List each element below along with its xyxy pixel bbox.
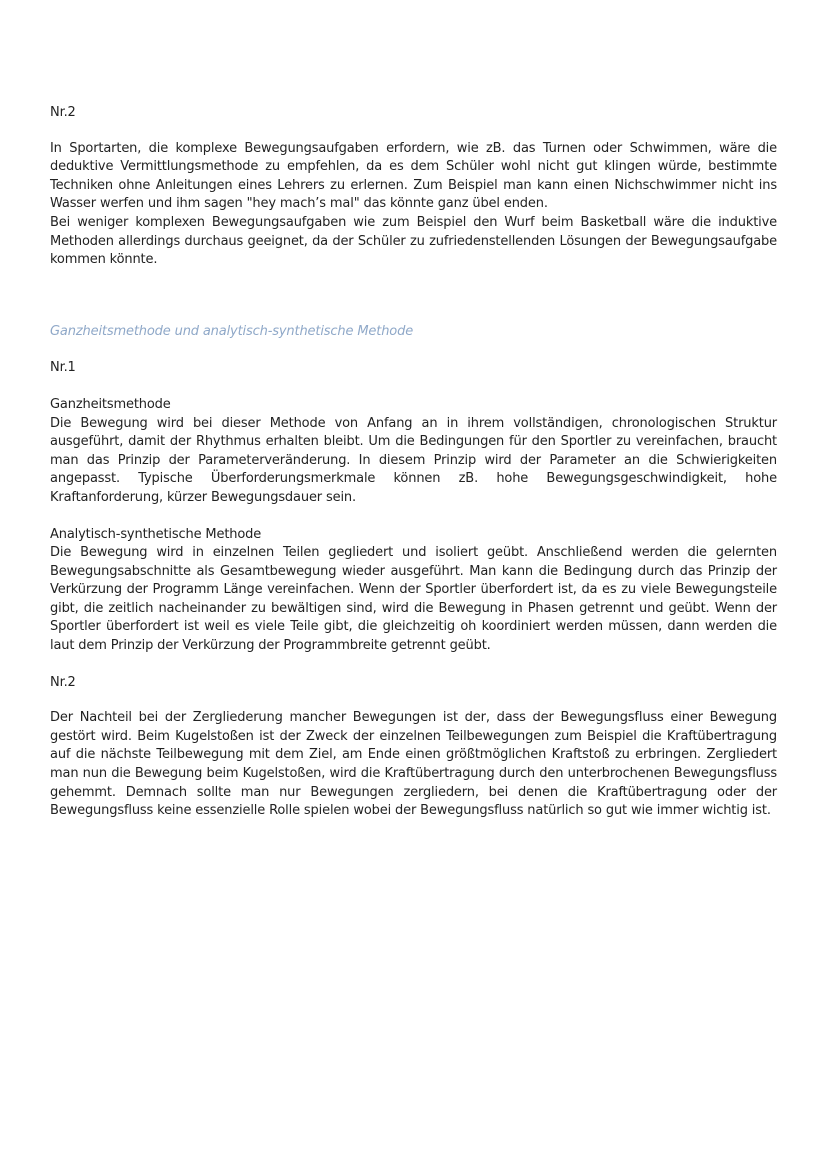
document-content (50, 104, 777, 821)
paragraph-analytisch-synthetische-methode: Die Bewegung wird in einzelnen Teilen gegliedert und isoliert geübt. Anschließend werden die gelernten Bewegungsabschnitte als Gesamtbewegung wieder ausgeführt. Man kann die Bedingung durch das Prinzip der Verkürzung der Programm Länge vereinfachen. Wenn der Sportler überfordert ist, da es zu viele Bewegungsteile gibt, die zeitlich nacheinander zu bewältigen sind, wird die Bewegung in Phasen getrennt und geübt. Wenn der Sportler überfordert ist weil es viele Teile gibt, die gleichzeitig oh koordiniert werden müssen, dann werden die laut dem Prinzip der Verkürzung der Programmbreite getrennt geübt. (50, 545, 777, 654)
heading-nr2-part1: Nr.2 (50, 105, 76, 120)
paragraph-deduktive-methode: In Sportarten, die komplexe Bewegungsaufgaben erfordern, wie zB. das Turnen oder Schwimmen, wäre die deduktive Vermittlungsmethode zu empfehlen, da es dem Schüler wohl nicht gut klingen würde, bestimmte Techniken ohne Anleitungen eines Lehrers zu erlernen. Zum Beispiel man kann einen Nichschwimmer nicht ins Wasser werfen und ihm sagen "hey mach’s mal" das könnte ganz übel enden. (50, 140, 777, 212)
heading-nr1: Nr.1 (50, 360, 76, 376)
label-analytisch-synthetische-methode: Analytisch-synthetische Methode (50, 526, 262, 542)
heading-nr2-part2: Nr.2 (50, 674, 76, 690)
paragraph-zergliederung-nachteil: Der Nachteil bei der Zergliederung mancher Bewegungen ist der, dass der Bewegungsfluss einer Bewegung gestört wird. Beim Kugelstoßen ist der Zweck der einzelnen Teilbewegungen zum Beispiel die Kraftübertragung auf die nächste Teilbewegung mit dem Ziel, am Ende einen größtmöglichen Kraftstoß zu erbringen. Zergliedert man nun die Bewegung beim Kugelstoßen, wird die Kraftübertragung durch den unterbrochenen Bewegungsfluss gehemmt. Demnach sollte man nur Bewegungen zergliedern, bei denen die Kraftübertragung oder der Bewegungsfluss keine essenzielle Rolle spielen wobei der Bewegungsfluss natürlich so gut wie immer wichtig ist. (50, 710, 777, 819)
section-title: Ganzheitsmethode und analytisch-synthetische Methode (50, 323, 414, 339)
paragraph-ganzheitsmethode: Die Bewegung wird bei dieser Methode von Anfang an in ihrem vollständigen, chronologischen Struktur ausgeführt, damit der Rhythmus erhalten bleibt. Um die Bedingungen für den Sportler zu vereinfachen, braucht man das Prinzip der Parameterveränderung. In diesem Prinzip wird der Parameter an die Schwierigkeiten angepasst. Typische Überforderungsmerkmale können zB. hohe Bewegungsgeschwindigkeit, hohe Kraftanforderung, kürzer Bewegungsdauer sein. (50, 415, 777, 505)
label-ganzheitsmethode: Ganzheitsmethode (50, 396, 171, 412)
paragraph-induktive-methode: Bei weniger komplexen Bewegungsaufgaben wie zum Beispiel den Wurf beim Basketball wäre die induktive Methoden allerdings durchaus geeignet, da der Schüler zu zufriedenstellenden Lösungen der Bewegungsaufgabe kommen könnte. (50, 214, 777, 268)
